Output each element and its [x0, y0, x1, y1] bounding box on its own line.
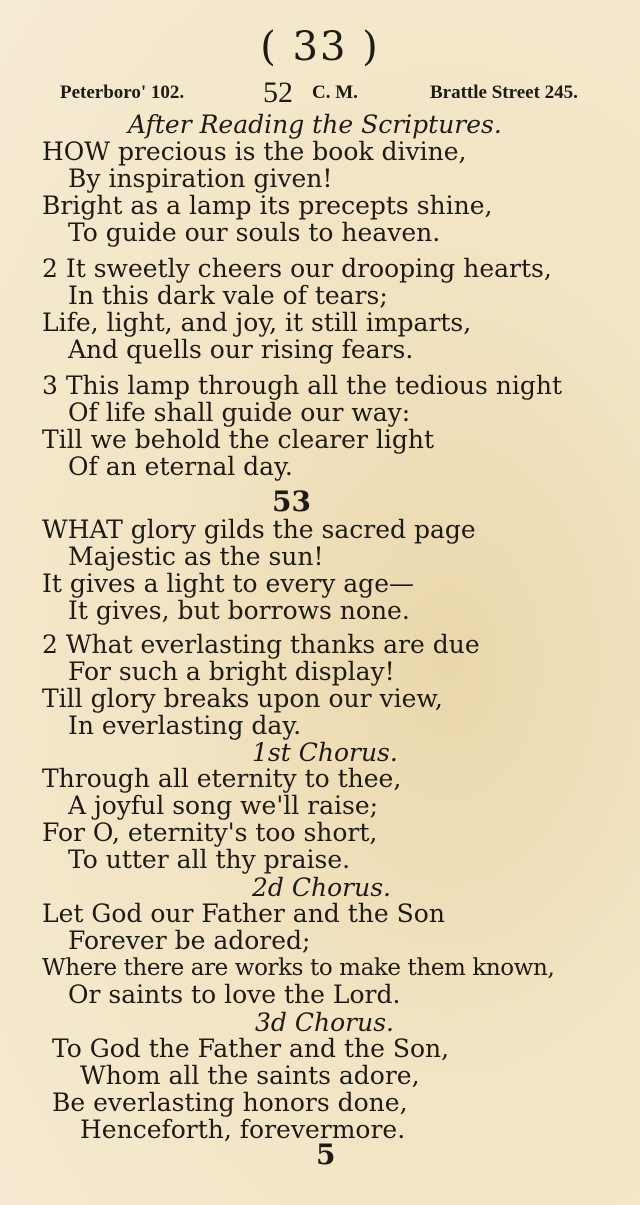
verse-line: WHAT glory gilds the sacred page [42, 515, 476, 544]
verse-line: Majestic as the sun! [68, 542, 324, 571]
verse-line: 3 This lamp through all the tedious night [42, 371, 563, 400]
verse-line: HOW precious is the book divine, [42, 137, 467, 166]
signature-mark: 5 [316, 1138, 336, 1171]
chorus-line: Let God our Father and the Son [42, 899, 445, 928]
chorus-line: Forever be adored; [68, 926, 311, 955]
verse-line: Till we behold the clearer light [42, 425, 435, 454]
chorus-line: Through all eternity to thee, [42, 764, 402, 793]
chorus-line: Whom all the saints adore, [80, 1061, 420, 1090]
chorus-title: 2d Chorus. [252, 873, 391, 902]
hymn-title: After Reading the Scriptures. [128, 110, 502, 139]
tune-left: Peterboro' 102. [60, 82, 185, 103]
verse-line: Life, light, and joy, it still imparts, [42, 308, 472, 337]
chorus-title: 1st Chorus. [252, 738, 398, 767]
verse-line: For such a bright display! [68, 657, 395, 686]
chorus-line: A joyful song we'll raise; [68, 791, 379, 820]
meter: C. M. [312, 82, 358, 103]
verse-line: Till glory breaks upon our view, [42, 684, 443, 713]
verse-line: 2 It sweetly cheers our drooping hearts, [42, 254, 552, 283]
verse-line: Of life shall guide our way: [68, 398, 411, 427]
hymn-number: 52 [263, 76, 293, 109]
verse-line: It gives, but borrows none. [68, 596, 410, 625]
tune-header [0, 76, 640, 109]
verse-line: And quells our rising fears. [68, 335, 414, 364]
chorus-line: For O, eternity's too short, [42, 818, 378, 847]
chorus-line: Henceforth, forevermore. [80, 1115, 406, 1144]
verse-line: To guide our souls to heaven. [68, 218, 441, 247]
chorus-line: Be everlasting honors done, [52, 1088, 408, 1117]
hymn-number-53: 53 [272, 485, 311, 518]
chorus-line: To God the Father and the Son, [52, 1034, 450, 1063]
verse-line: In this dark vale of tears; [68, 281, 388, 310]
page-number: ( 33 ) [260, 24, 380, 70]
chorus-line: Where there are works to make them known, [42, 955, 555, 981]
verse-line: 2 What everlasting thanks are due [42, 630, 480, 659]
verse-line: It gives a light to every age— [42, 569, 414, 598]
chorus-title: 3d Chorus. [255, 1008, 394, 1037]
verse-line: Of an eternal day. [68, 452, 293, 481]
tune-right: Brattle Street 245. [430, 82, 578, 103]
chorus-line: Or saints to love the Lord. [68, 980, 401, 1009]
chorus-line: To utter all thy praise. [68, 845, 351, 874]
verse-line: In everlasting day. [68, 711, 302, 740]
verse-line: Bright as a lamp its precepts shine, [42, 191, 493, 220]
verse-line: By inspiration given! [68, 164, 333, 193]
